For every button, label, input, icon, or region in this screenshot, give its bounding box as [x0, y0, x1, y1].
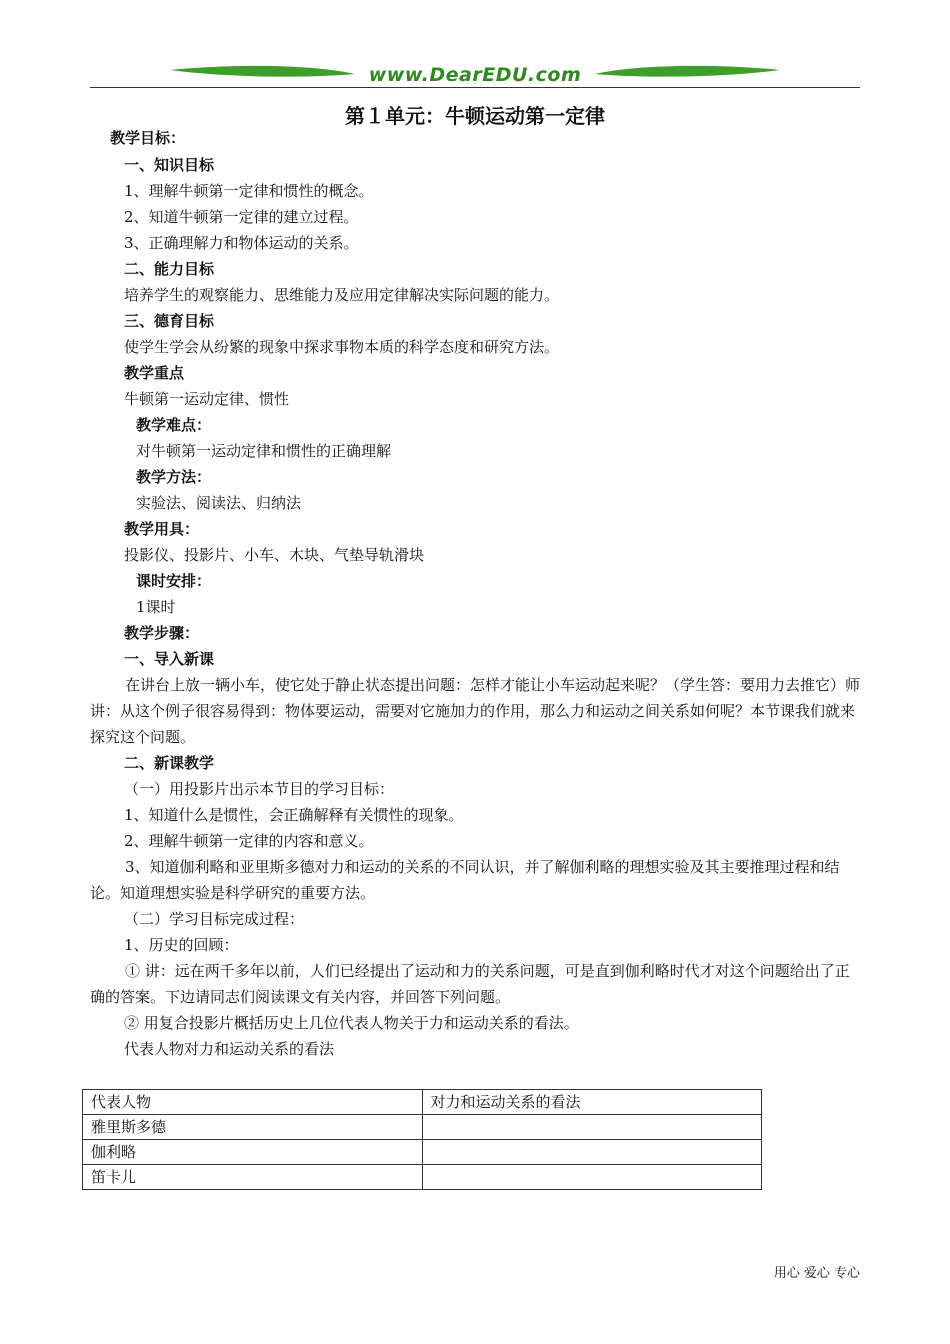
text-line: 牛顿第一运动定律、惯性	[124, 390, 290, 408]
site-logo-text[interactable]: www.DearEDU.com	[368, 64, 582, 86]
text-line: 1课时	[136, 598, 176, 616]
section-heading: 课时安排：	[136, 572, 212, 590]
table-row	[83, 1140, 762, 1165]
table-cell	[422, 1115, 762, 1140]
section-heading: 教学难点：	[136, 416, 212, 434]
text-line: 1、历史的回顾：	[124, 936, 239, 954]
table-header-row	[83, 1090, 762, 1115]
subheading: 二、新课教学	[124, 754, 215, 772]
section-heading: 教学步骤：	[124, 624, 200, 642]
text-line: 对牛顿第一运动定律和惯性的正确理解	[136, 442, 392, 460]
table-cell	[422, 1140, 762, 1165]
table-header-cell: 代表人物	[83, 1090, 423, 1115]
section-heading: 教学方法：	[136, 468, 212, 486]
text-line: 1、理解牛顿第一定律和惯性的概念。	[124, 182, 374, 200]
text-line: 代表人物对力和运动关系的看法	[124, 1040, 335, 1058]
text-line: 3、正确理解力和物体运动的关系。	[124, 234, 359, 252]
table-row	[83, 1115, 762, 1140]
subheading: 二、能力目标	[124, 260, 215, 278]
subheading: 三、德育目标	[124, 312, 215, 330]
table-cell: 笛卡儿	[83, 1165, 423, 1190]
text-line: 实验法、阅读法、归纳法	[136, 494, 302, 512]
text-line: 2、理解牛顿第一定律的内容和意义。	[124, 832, 374, 850]
page-title: 第１单元：牛顿运动第一定律	[345, 104, 605, 128]
text-line: 1、知道什么是惯性，会正确解释有关惯性的现象。	[124, 806, 464, 824]
text-line: 培养学生的观察能力、思维能力及应用定律解决实际问题的能力。	[124, 286, 560, 304]
table-cell	[422, 1165, 762, 1190]
text-line: 投影仪、投影片、小车、木块、气垫导轨滑块	[124, 546, 425, 564]
paragraph: 3、知道伽利略和亚里斯多德对力和运动的关系的不同认识，并了解伽利略的理想实验及其主要推理过程和结论。知道理想实验是科学研究的重要方法。	[90, 858, 840, 902]
subheading: 一、导入新课	[124, 650, 215, 668]
views-table	[82, 1089, 762, 1190]
section-heading: 教学重点	[124, 364, 185, 382]
paragraph: ① 讲：远在两千多年以前，人们已经提出了运动和力的关系问题，可是直到伽利略时代才对这个问题给出了正确的答案。下边请同志们阅读课文有关内容，并回答下列问题。	[90, 962, 850, 1006]
subheading: 一、知识目标	[124, 156, 215, 174]
text-line: 使学生学会从纷繁的现象中探求事物本质的科学态度和研究方法。	[124, 338, 560, 356]
table-cell: 雅里斯多德	[83, 1115, 423, 1140]
paragraph: 在讲台上放一辆小车，使它处于静止状态提出问题：怎样才能让小车运动起来呢？（学生答：要用力去推它）师讲：从这个例子很容易得到：物体要运动，需要对它施加力的作用，那么力和运动之间关系如何呢？本节课我们就来探究这个问题。	[90, 676, 861, 746]
text-line: 2、知道牛顿第一定律的建立过程。	[124, 208, 359, 226]
footer-motto: 用心 爱心 专心	[773, 1266, 860, 1281]
section-heading: 教学用具：	[124, 520, 200, 538]
section-heading: 教学目标：	[110, 129, 186, 147]
header-rule	[90, 87, 860, 88]
text-line: ② 用复合投影片概括历史上几位代表人物关于力和运动关系的看法。	[124, 1014, 579, 1032]
table-cell: 伽利略	[83, 1140, 423, 1165]
table-header-cell: 对力和运动关系的看法	[422, 1090, 762, 1115]
text-line: （一）用投影片出示本节目的学习目标：	[124, 780, 395, 798]
text-line: （二）学习目标完成过程：	[124, 910, 305, 928]
site-header	[90, 62, 860, 90]
table-row	[83, 1165, 762, 1190]
